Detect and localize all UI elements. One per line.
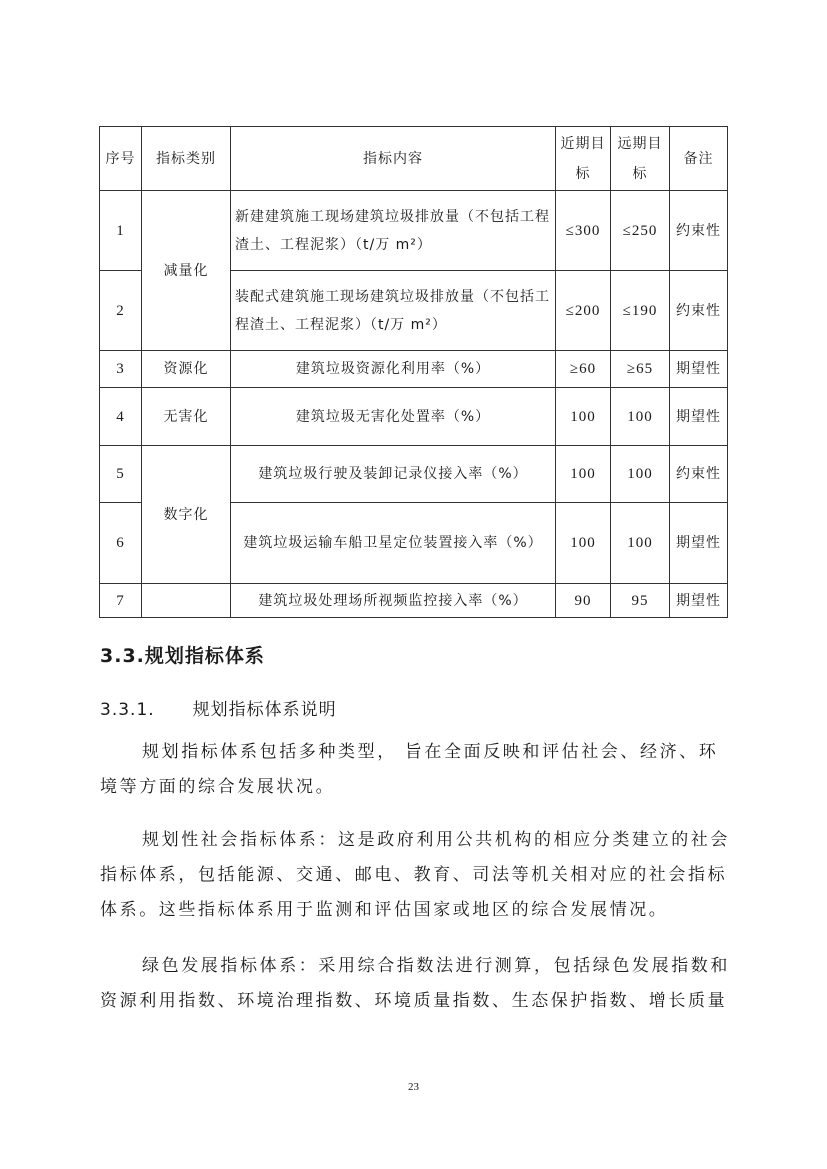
row-content: 建筑垃圾无害化处置率（%） (231, 388, 556, 446)
paragraph-text: 规划指标体系包括多种类型， 旨在全面反映和评估社会、经济、环境等方面的综合发展状况。 (100, 742, 719, 797)
paragraph (100, 949, 730, 1019)
row-far-target: 100 (611, 388, 670, 446)
row-category: 无害化 (142, 388, 231, 446)
row-near-target: ≤200 (556, 271, 611, 351)
row-near-target: 100 (556, 503, 611, 584)
row-no: 3 (100, 351, 142, 388)
subsection-heading (100, 695, 337, 720)
row-no: 5 (100, 446, 142, 503)
header-near-target: 近期目标 (556, 127, 611, 191)
indicator-table (99, 126, 728, 618)
row-content: 建筑垃圾行驶及装卸记录仪接入率（%） (231, 446, 556, 503)
table-header-row (100, 127, 728, 191)
row-note: 约束性 (670, 446, 728, 503)
paragraph-text: 规划性社会指标体系：这是政府利用公共机构的相应分类建立的社会指标体系，包括能源、交通、邮电、教育、司法等机关相对应的社会指标体系。这些指标体系用于监测和评估国家或地区的综合发展情况。 (100, 830, 730, 920)
row-near-target: ≤300 (556, 191, 611, 271)
row-far-target: 100 (611, 446, 670, 503)
row-far-target: 95 (611, 584, 670, 618)
row-no: 7 (100, 584, 142, 618)
row-content: 新建建筑施工现场建筑垃圾排放量（不包括工程渣土、工程泥浆）（t/万 m²） (231, 191, 556, 271)
table-row (100, 584, 728, 618)
header-content: 指标内容 (231, 127, 556, 191)
subsection-number: 3.3.1. (100, 700, 155, 720)
paragraph-text: 绿色发展指标体系：采用综合指数法进行测算，包括绿色发展指数和资源利用指数、环境治理指数、环境质量指数、生态保护指数、增长质量 (100, 956, 730, 1011)
header-no: 序号 (100, 127, 142, 191)
row-note: 期望性 (670, 351, 728, 388)
row-far-target: ≤190 (611, 271, 670, 351)
row-category: 减量化 (142, 191, 231, 351)
row-near-target: ≥60 (556, 351, 611, 388)
row-far-target: 100 (611, 503, 670, 584)
paragraph (100, 823, 730, 928)
table-row (100, 191, 728, 271)
row-no: 6 (100, 503, 142, 584)
row-no: 2 (100, 271, 142, 351)
row-no: 4 (100, 388, 142, 446)
page-number: 23 (408, 1081, 419, 1093)
row-note: 约束性 (670, 271, 728, 351)
subsection-title: 规划指标体系说明 (192, 700, 337, 720)
row-note: 约束性 (670, 191, 728, 271)
section-heading: 3.3.规划指标体系 (100, 645, 265, 667)
row-far-target: ≥65 (611, 351, 670, 388)
paragraph (100, 735, 730, 805)
table-row (100, 351, 728, 388)
row-near-target: 90 (556, 584, 611, 618)
row-category (142, 584, 231, 618)
row-near-target: 100 (556, 388, 611, 446)
row-no: 1 (100, 191, 142, 271)
row-content: 建筑垃圾资源化利用率（%） (231, 351, 556, 388)
row-note: 期望性 (670, 584, 728, 618)
row-note: 期望性 (670, 388, 728, 446)
table-row (100, 446, 728, 503)
row-far-target: ≤250 (611, 191, 670, 271)
row-content: 建筑垃圾运输车船卫星定位装置接入率（%） (231, 503, 556, 584)
header-category: 指标类别 (142, 127, 231, 191)
row-category: 资源化 (142, 351, 231, 388)
row-content: 建筑垃圾处理场所视频监控接入率（%） (231, 584, 556, 618)
row-note: 期望性 (670, 503, 728, 584)
row-near-target: 100 (556, 446, 611, 503)
row-content: 装配式建筑施工现场建筑垃圾排放量（不包括工程渣土、工程泥浆）（t/万 m²） (231, 271, 556, 351)
header-far-target: 远期目标 (611, 127, 670, 191)
table-row (100, 388, 728, 446)
row-category: 数字化 (142, 446, 231, 584)
header-note: 备注 (670, 127, 728, 191)
